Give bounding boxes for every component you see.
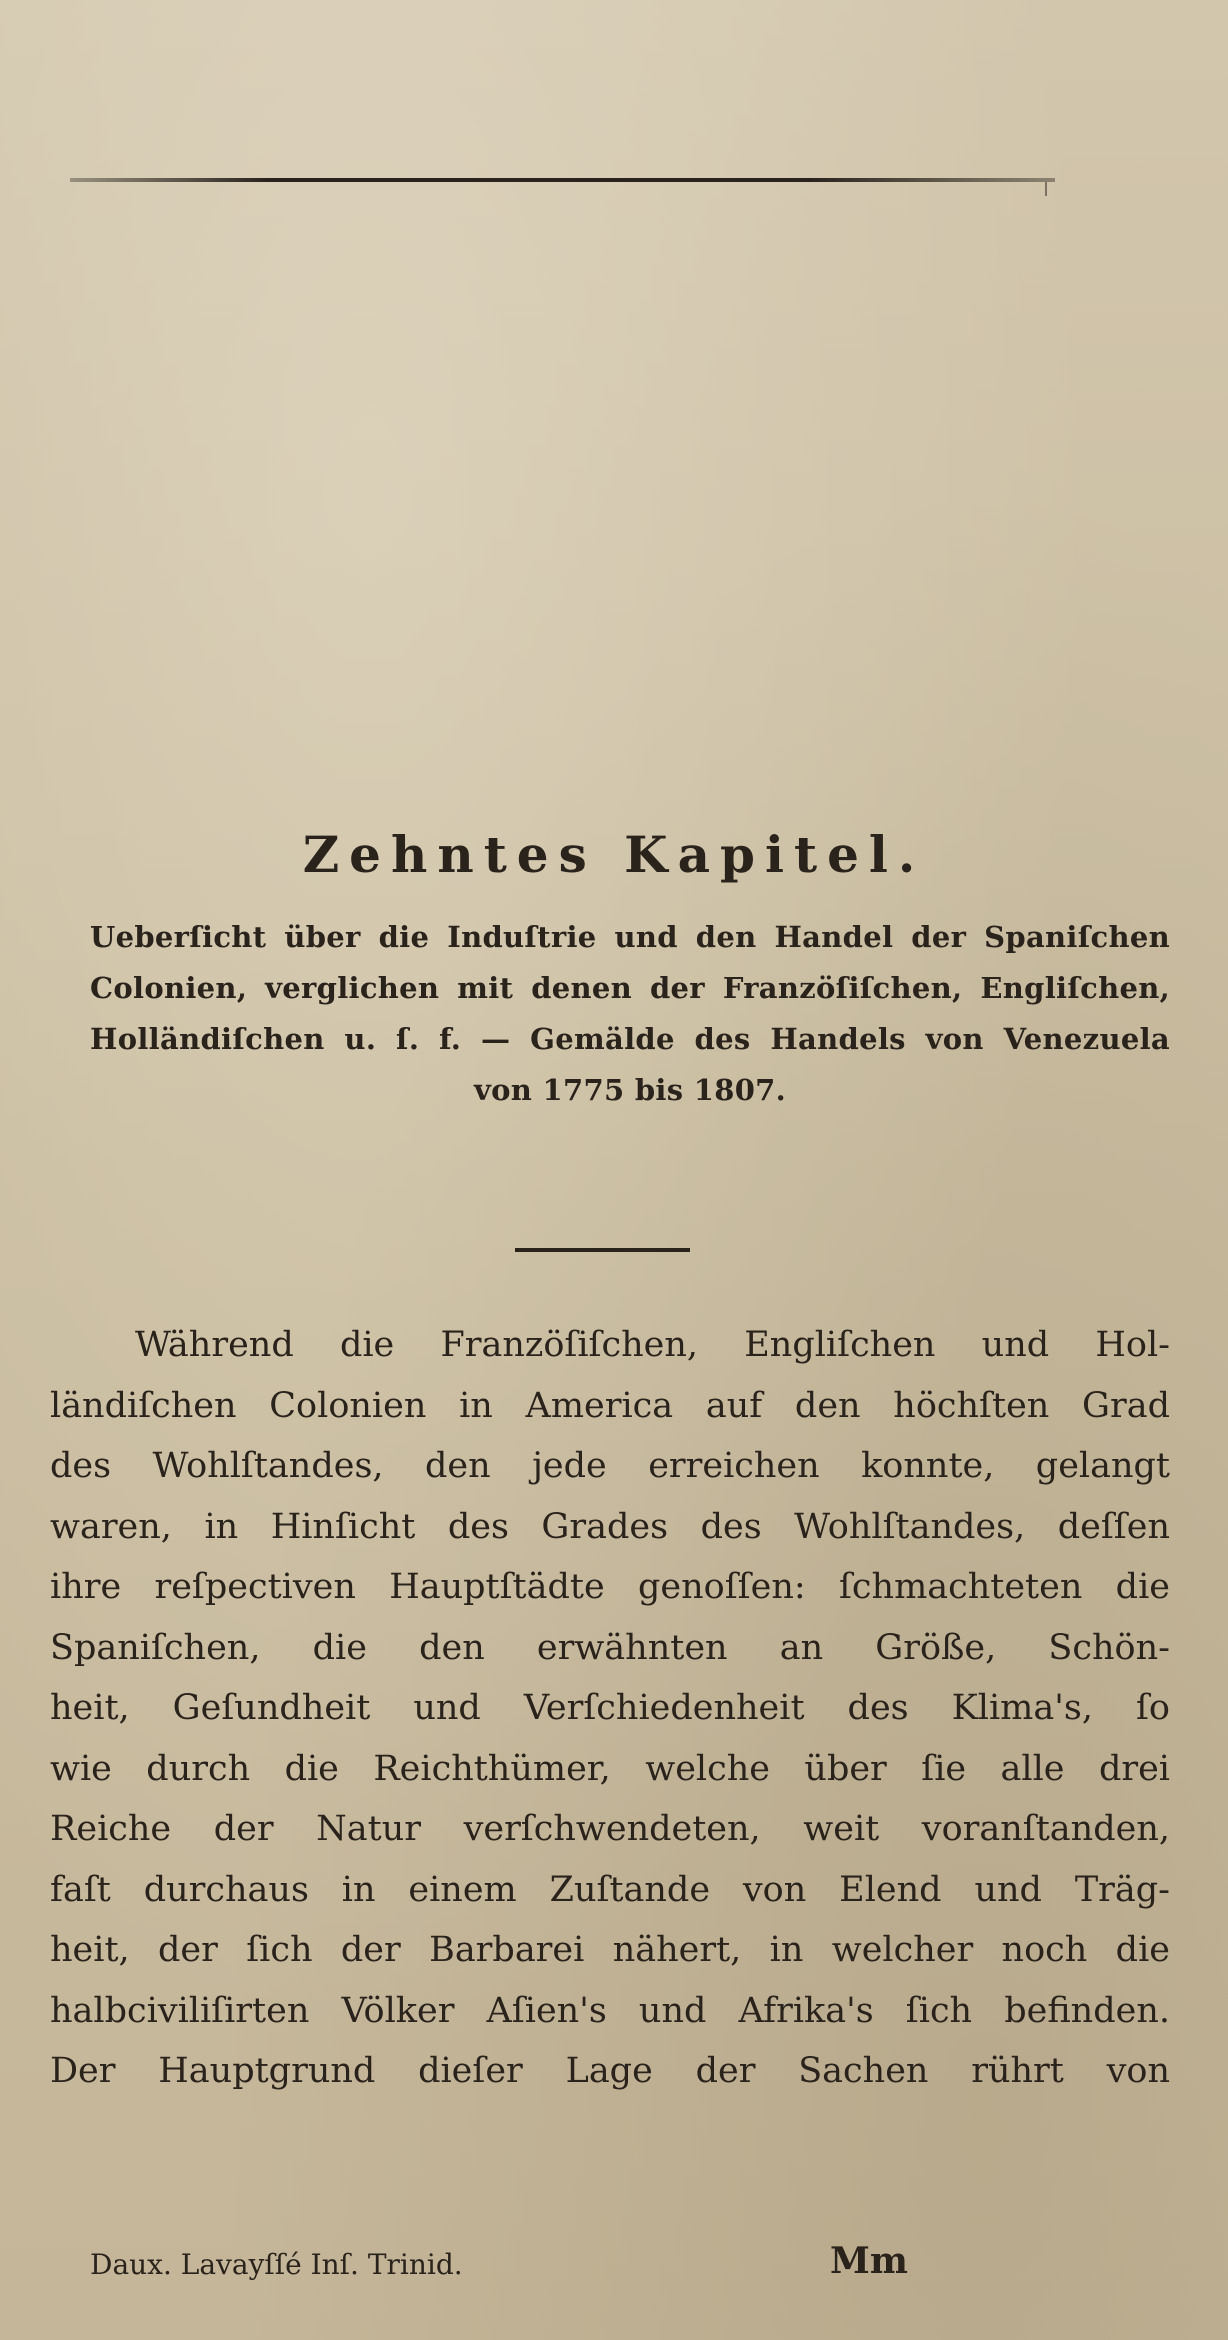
body-line: faſt durchaus in einem Zuſtande von Elend und Träg- [50,1869,1170,1910]
summary-line: Colonien, verglichen mit denen der Franzöſiſchen, Engliſchen, [90,971,1170,1005]
body-line: heit, der ſich der Barbarei nähert, in welcher noch die [50,1930,1170,1970]
section-divider [515,1248,690,1252]
body-line: wie durch die Reichthümer, welche über ſie alle drei [50,1748,1170,1789]
body-line: Während die Franzöſiſchen, Engliſchen und Hol- [135,1325,1170,1365]
body-line: Reiche der Natur verſchwendeten, weit voranſtanden, [50,1809,1170,1849]
body-line: waren, in Hinſicht des Grades des Wohlſtandes, deſſen [50,1506,1170,1547]
body-line: des Wohlſtandes, den jede erreichen konnte, gelangt [50,1446,1170,1486]
summary-line: Holländiſchen u. ſ. f. — Gemälde des Handels von Venezuela [90,1022,1170,1056]
body-line: heit, Geſundheit und Verſchiedenheit des Klima's, ſo [50,1688,1170,1728]
chapter-summary [90,912,1170,1116]
body-line: Spaniſchen, die den erwähnten an Größe, Schön- [50,1627,1170,1668]
top-rule [70,178,1055,182]
body-paragraph [50,1315,1170,2102]
page-footer [90,2240,1150,2290]
body-line: Der Hauptgrund dieſer Lage der Sachen rührt von [50,2051,1170,2091]
signature-mark: Mm [830,2240,908,2282]
summary-line: Ueberſicht über die Induſtrie und den Handel der Spaniſchen [90,920,1170,954]
body-line: halbciviliſirten Völker Aſien's und Afrika's ſich befinden. [50,1990,1170,2031]
chapter-title: Zehntes Kapitel. [302,825,926,884]
summary-line: von 1775 bis 1807. [473,1073,787,1107]
body-line: ihre reſpectiven Hauptſtädte genoſſen: ſchmachteten die [50,1567,1170,1607]
body-line: ländiſchen Colonien in America auf den höchſten Grad [50,1385,1170,1426]
footer-note: Daux. Lavayſſé Inſ. Trinid. [90,2248,463,2281]
